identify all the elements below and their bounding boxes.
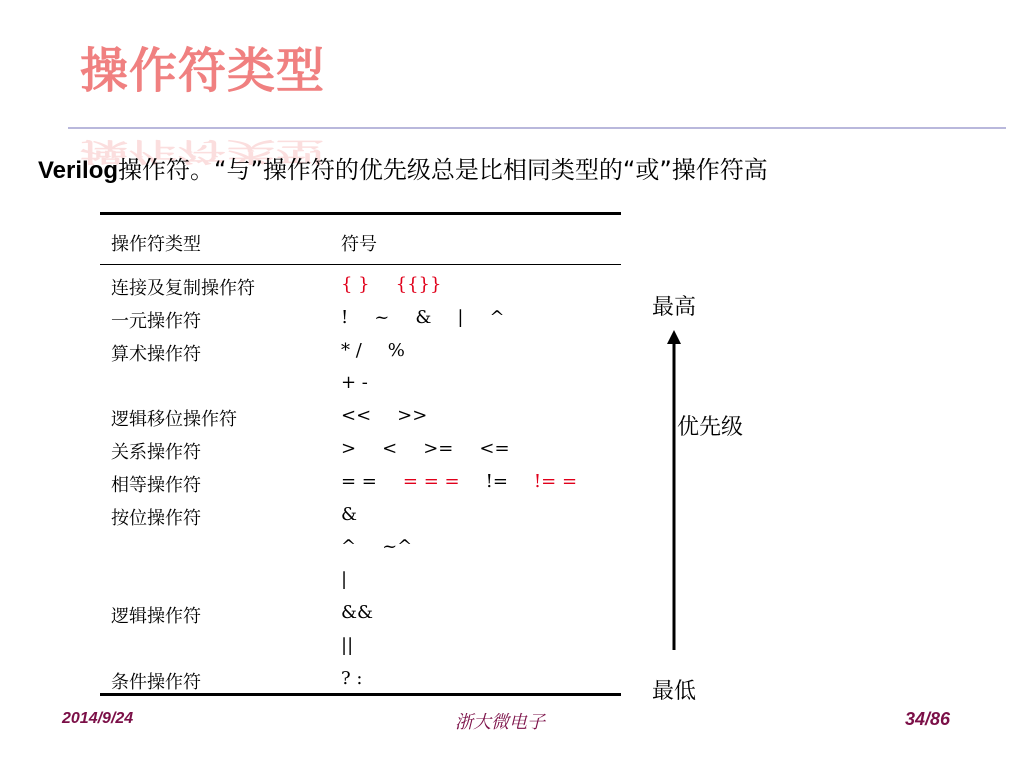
table-row — [100, 471, 621, 503]
operator-symbol-cell — [341, 635, 353, 656]
table-row — [100, 438, 621, 470]
table-row — [100, 536, 621, 568]
operator-symbol: = = = — [402, 470, 460, 492]
operator-type-cell: 关系操作符 — [111, 442, 201, 463]
footer-date: 2014/9/24 — [62, 710, 134, 727]
operator-symbol-cell — [341, 471, 577, 492]
operator-type-cell: 逻辑操作符 — [111, 606, 201, 627]
footer-org: 浙大微电子 — [455, 712, 545, 733]
operator-symbol: ~^ — [382, 536, 413, 558]
table-row — [100, 569, 621, 601]
operator-symbol: | — [457, 306, 464, 328]
operator-symbol: & — [341, 503, 358, 525]
operator-symbol: ! — [341, 306, 349, 328]
table-row — [100, 635, 621, 667]
operator-symbol: ^ — [489, 306, 505, 328]
operator-type-cell: 连接及复制操作符 — [111, 278, 255, 299]
operator-symbol-cell — [341, 340, 405, 361]
operator-symbol-cell — [341, 569, 347, 590]
operator-symbol: ^ — [341, 536, 357, 558]
title-divider — [68, 127, 1006, 129]
operator-symbol: | — [341, 569, 348, 591]
table-header-rule — [100, 264, 621, 265]
operator-symbol: != — [485, 470, 508, 492]
operator-symbol: + - — [341, 372, 368, 394]
slide-title: 操作符类型 — [80, 43, 326, 99]
subtitle-text: 操作符。“与”操作符的优先级总是比相同类型的“或”操作符高 — [118, 156, 768, 184]
table-row — [100, 307, 621, 339]
table-row — [100, 602, 621, 634]
table-row — [100, 504, 621, 536]
priority-highest-label: 最高 — [652, 295, 697, 320]
header-type: 操作符类型 — [111, 234, 201, 255]
operator-symbol: * / — [341, 339, 362, 361]
operator-symbol: <= — [479, 438, 510, 459]
operator-type-cell: 相等操作符 — [111, 474, 201, 496]
operator-type-cell: 条件操作符 — [111, 671, 201, 693]
operator-symbol: || — [341, 634, 354, 656]
subtitle-lead: Verilog — [38, 157, 119, 184]
operator-symbol-cell — [341, 307, 505, 328]
footer-page-number: 34/86 — [905, 709, 951, 729]
operator-type-cell: 按位操作符 — [111, 507, 201, 529]
operator-symbol: >> — [397, 405, 428, 427]
operator-symbol: > — [341, 438, 357, 459]
operator-type-cell: 算术操作符 — [111, 343, 201, 365]
operator-symbol-cell — [341, 372, 368, 393]
operator-symbol-cell — [341, 438, 510, 459]
priority-lowest-label: 最低 — [652, 679, 697, 704]
operator-symbol-cell — [341, 668, 362, 689]
operator-type-cell: 逻辑移位操作符 — [111, 409, 237, 431]
operator-symbol: >= — [423, 438, 454, 459]
operator-symbol: && — [341, 602, 374, 623]
operator-symbol-cell — [341, 274, 441, 295]
operator-symbol: ~ — [374, 306, 390, 328]
table-row — [100, 405, 621, 437]
operator-symbol-cell — [341, 536, 412, 557]
priority-label: 优先级 — [677, 415, 744, 440]
operator-symbol: != = — [533, 470, 578, 492]
operator-symbol: { } — [341, 274, 370, 295]
operator-symbol-cell — [341, 504, 357, 525]
operator-symbol-cell — [341, 405, 427, 426]
table-row — [100, 274, 621, 306]
priority-arrow-icon — [662, 330, 686, 650]
operator-symbol: % — [387, 339, 405, 361]
operator-symbol: ? : — [341, 667, 363, 689]
table-row — [100, 340, 621, 372]
operator-type-cell: 一元操作符 — [111, 310, 201, 332]
table-top-rule — [100, 212, 621, 215]
slide-subtitle — [38, 150, 768, 185]
operator-symbol: = = — [341, 470, 377, 492]
table-row — [100, 372, 621, 404]
title-reflection: 操作符类型 — [80, 136, 326, 167]
header-symbol: 符号 — [341, 234, 377, 255]
operator-symbol: < — [382, 438, 398, 459]
operator-symbol: {{}} — [395, 274, 442, 295]
operator-symbol-cell — [341, 602, 373, 623]
table-bottom-rule — [100, 693, 621, 696]
operator-symbol: << — [341, 405, 372, 427]
operator-symbol: & — [415, 306, 432, 328]
